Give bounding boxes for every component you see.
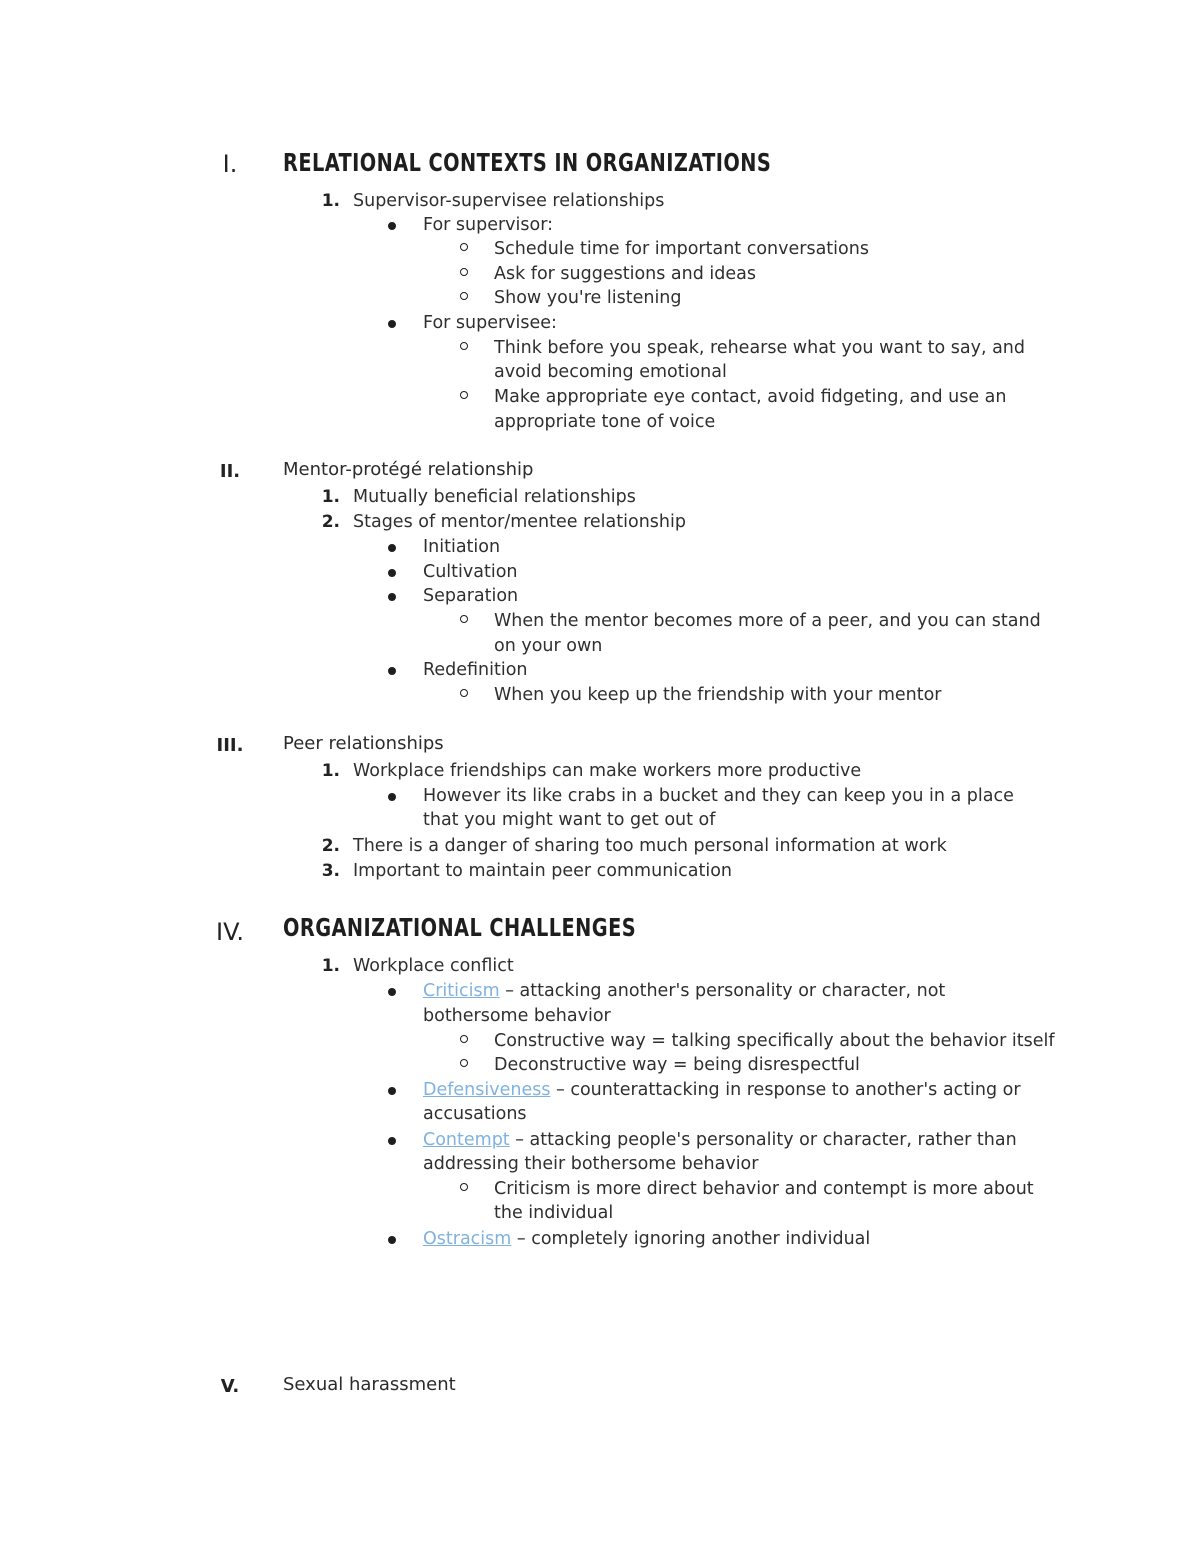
list-item: Constructive way = talking specifically about the behavior itself: [494, 1031, 1055, 1051]
section-marker-2: II.: [219, 461, 241, 482]
list-item: Stages of mentor/mentee relationship: [353, 512, 686, 532]
bullet-icon: [388, 1137, 396, 1145]
list-item-continuation: accusations: [423, 1104, 527, 1124]
list-item-continuation: bothersome behavior: [423, 1006, 611, 1026]
section-title-5: Sexual harassment: [283, 1374, 456, 1395]
list-item-continuation: on your own: [494, 636, 603, 656]
circle-bullet-icon: [460, 391, 468, 399]
list-item: Make appropriate eye contact, avoid fidgeting, and use an: [494, 387, 1007, 407]
list-item: Schedule time for important conversations: [494, 239, 869, 259]
list-item-continuation: avoid becoming emotional: [494, 362, 727, 382]
section-title-1: RELATIONAL CONTEXTS IN ORGANIZATIONS: [283, 148, 772, 177]
list-item-continuation: appropriate tone of voice: [494, 412, 716, 432]
list-item: Mutually beneficial relationships: [353, 487, 636, 507]
list-item: Workplace friendships can make workers more productive: [353, 761, 862, 781]
list-item: For supervisee:: [423, 313, 557, 333]
term-definition: – completely ignoring another individual: [511, 1229, 871, 1249]
list-number: 3.: [321, 861, 340, 881]
list-item: Ask for suggestions and ideas: [494, 264, 756, 284]
circle-bullet-icon: [460, 342, 468, 350]
bullet-icon: [388, 1236, 396, 1244]
term-definition: – attacking another's personality or character, not: [499, 981, 946, 1001]
circle-bullet-icon: [460, 1035, 468, 1043]
bullet-icon: [388, 222, 396, 230]
list-item-continuation: addressing their bothersome behavior: [423, 1154, 759, 1174]
list-item: Criticism is more direct behavior and contempt is more about: [494, 1179, 1034, 1199]
list-number: 2.: [321, 512, 340, 532]
list-item: Show you're listening: [494, 288, 682, 308]
section-title-4: ORGANIZATIONAL CHALLENGES: [283, 913, 637, 942]
list-item: [423, 1078, 1021, 1103]
list-item: [423, 1227, 870, 1252]
list-item: Deconstructive way = being disrespectful: [494, 1055, 860, 1075]
list-item: Supervisor-supervisee relationships: [353, 191, 665, 211]
circle-bullet-icon: [460, 268, 468, 276]
list-item: Workplace conflict: [353, 956, 514, 976]
bullet-icon: [388, 569, 396, 577]
list-item: [423, 1128, 1017, 1153]
bullet-icon: [388, 320, 396, 328]
list-item-continuation: the individual: [494, 1203, 614, 1223]
bullet-icon: [388, 1087, 396, 1095]
list-item: Think before you speak, rehearse what you want to say, and: [494, 338, 1026, 358]
list-item: [423, 979, 945, 1004]
bullet-icon: [388, 988, 396, 996]
list-item-continuation: that you might want to get out of: [423, 810, 716, 830]
section-marker-3: III.: [216, 735, 244, 756]
term-link-contempt[interactable]: Contempt: [423, 1130, 510, 1150]
list-item: However its like crabs in a bucket and they can keep you in a place: [423, 786, 1014, 806]
list-number: 1.: [321, 191, 340, 211]
term-definition: – attacking people's personality or character, rather than: [509, 1130, 1017, 1150]
list-number: 1.: [321, 487, 340, 507]
circle-bullet-icon: [460, 1183, 468, 1191]
list-item: Cultivation: [423, 562, 518, 582]
list-item: There is a danger of sharing too much personal information at work: [353, 836, 947, 856]
list-item: When the mentor becomes more of a peer, and you can stand: [494, 611, 1041, 631]
bullet-icon: [388, 667, 396, 675]
circle-bullet-icon: [460, 615, 468, 623]
circle-bullet-icon: [460, 689, 468, 697]
list-number: 1.: [321, 761, 340, 781]
section-title-3: Peer relationships: [283, 733, 444, 754]
term-link-criticism[interactable]: Criticism: [423, 981, 500, 1001]
list-item: When you keep up the friendship with your mentor: [494, 685, 942, 705]
bullet-icon: [388, 793, 396, 801]
list-number: 1.: [321, 956, 340, 976]
circle-bullet-icon: [460, 243, 468, 251]
circle-bullet-icon: [460, 1059, 468, 1067]
list-item: For supervisor:: [423, 215, 554, 235]
term-link-ostracism[interactable]: Ostracism: [423, 1229, 512, 1249]
circle-bullet-icon: [460, 292, 468, 300]
list-item: Separation: [423, 586, 519, 606]
list-item: Initiation: [423, 537, 501, 557]
list-number: 2.: [321, 836, 340, 856]
term-link-defensiveness[interactable]: Defensiveness: [423, 1080, 551, 1100]
term-definition: – counterattacking in response to another's acting or: [550, 1080, 1021, 1100]
section-title-2: Mentor-protégé relationship: [283, 459, 534, 480]
section-marker-1: I.: [222, 150, 238, 178]
section-marker-4: IV.: [215, 918, 245, 946]
list-item: Redefinition: [423, 660, 528, 680]
bullet-icon: [388, 544, 396, 552]
list-item: Important to maintain peer communication: [353, 861, 733, 881]
section-marker-5: V.: [220, 1376, 240, 1397]
bullet-icon: [388, 593, 396, 601]
